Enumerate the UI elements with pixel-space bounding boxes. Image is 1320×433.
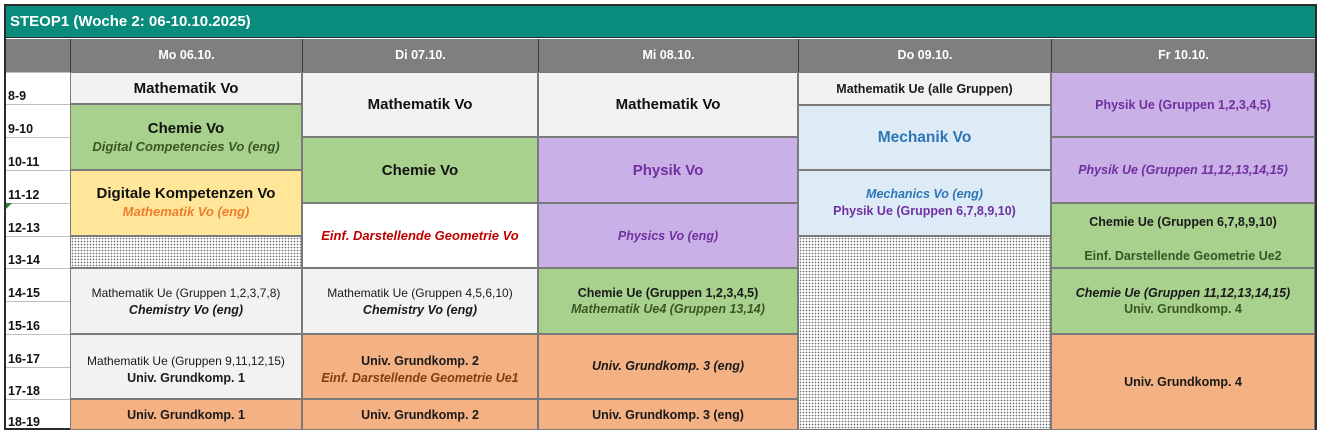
event-title: Einf. Darstellende Geometrie Vo — [321, 228, 519, 243]
event-title: Mathematik Ue (Gruppen 1,2,3,7,8) — [91, 285, 281, 300]
day-header-di: Di 07.10. — [302, 39, 538, 72]
event-do-mechanik-vo — [798, 105, 1051, 170]
event-title: Univ. Grundkomp. 3 (eng) — [591, 359, 745, 373]
time-label: 8-9 — [6, 72, 70, 104]
event-do-mechanics-vo — [798, 170, 1051, 236]
event-mi-physics-vo — [538, 203, 798, 268]
time-label: 13-14 — [6, 236, 70, 268]
event-mo-digitale-kompetenzen — [70, 170, 302, 236]
event-subtitle: Mathematik Vo (eng) — [122, 204, 250, 219]
event-title: Mechanik Vo — [877, 128, 972, 146]
blocked-slot — [798, 236, 1051, 430]
event-fr-univ-grundkomp — [1051, 334, 1315, 430]
event-title: Univ. Grundkomp. 2 — [361, 354, 479, 368]
event-subtitle: Digital Competencies Vo (eng) — [92, 139, 280, 154]
event-do-mathematik-ue — [798, 72, 1051, 105]
event-title: Physik Ue (Gruppen 11,12,13,14,15) — [1078, 163, 1288, 177]
time-label: 17-18 — [6, 367, 70, 399]
event-fr-physik-ue — [1051, 72, 1315, 137]
event-di-chemie-vo — [302, 137, 538, 203]
event-title: Physik Vo — [632, 161, 704, 179]
event-title: Chemie Vo — [147, 120, 225, 137]
event-title: Mathematik Ue (Gruppen 4,5,6,10) — [327, 285, 513, 300]
day-header-fr: Fr 10.10. — [1051, 39, 1315, 72]
event-fr-chemie-ue — [1051, 203, 1315, 268]
event-mo-univ-grundkomp — [70, 399, 302, 430]
event-title: Mathematik Vo — [367, 96, 473, 113]
event-title: Mathematik Vo — [133, 79, 239, 97]
event-mo-mathematik-vo — [70, 72, 302, 104]
event-mi-mathematik-vo — [538, 72, 798, 137]
header-corner — [6, 39, 70, 72]
time-label: 16-17 — [6, 334, 70, 367]
event-subtitle: Univ. Grundkomp. 1 — [127, 371, 245, 385]
event-di-einf-darstellende-geometrie — [302, 203, 538, 268]
event-title: Univ. Grundkomp. 3 (eng) — [592, 407, 744, 422]
event-title: Mechanics Vo (eng) — [866, 187, 983, 201]
day-header-mi: Mi 08.10. — [538, 39, 798, 72]
event-subtitle: Mathematik Ue4 (Gruppen 13,14) — [571, 302, 765, 316]
comment-marker — [6, 203, 12, 209]
event-subtitle: Physik Ue (Gruppen 6,7,8,9,10) — [833, 204, 1016, 218]
event-title: Mathematik Vo — [615, 96, 721, 113]
event-subtitle: Univ. Grundkomp. 4 — [1124, 302, 1242, 316]
event-subtitle: Einf. Darstellende Geometrie Ue2 — [1084, 249, 1282, 263]
day-header-mo: Mo 06.10. — [70, 39, 302, 72]
timetable-title: STEOP1 (Woche 2: 06-10.10.2025) — [6, 6, 1315, 38]
event-mo-chemie-vo — [70, 104, 302, 170]
event-subtitle: Chemistry Vo (eng) — [362, 302, 478, 317]
time-label: 12-13 — [6, 203, 70, 236]
event-subtitle: Einf. Darstellende Geometrie Ue1 — [321, 371, 519, 385]
event-mo-mathematik-ue — [70, 268, 302, 334]
event-title: Chemie Ue (Gruppen 1,2,3,4,5) — [577, 286, 759, 300]
event-title: Digitale Kompetenzen Vo — [96, 185, 276, 202]
event-title: Mathematik Ue (Gruppen 9,11,12,15) — [87, 354, 285, 368]
event-mi-physik-vo — [538, 137, 798, 203]
event-mi-chemie-ue — [538, 268, 798, 334]
event-title: Univ. Grundkomp. 4 — [1124, 375, 1242, 389]
event-mi-univ-grundkomp-2 — [538, 399, 798, 430]
event-subtitle: Chemistry Vo (eng) — [128, 302, 244, 317]
event-di-mathematik-vo — [302, 72, 538, 137]
time-label: 9-10 — [6, 104, 70, 137]
blocked-slot — [70, 236, 302, 268]
event-di-univ-grundkomp — [302, 334, 538, 399]
event-di-univ-grundkomp-2 — [302, 399, 538, 430]
event-title: Physics Vo (eng) — [617, 228, 719, 243]
event-mi-univ-grundkomp — [538, 334, 798, 399]
event-title: Physik Ue (Gruppen 1,2,3,4,5) — [1095, 97, 1271, 112]
event-mo-mathematik-ue-2 — [70, 334, 302, 399]
time-label: 11-12 — [6, 170, 70, 203]
time-label: 18-19 — [6, 399, 70, 430]
time-label: 15-16 — [6, 301, 70, 334]
event-title: Mathematik Ue (alle Gruppen) — [836, 81, 1013, 96]
event-title: Univ. Grundkomp. 2 — [361, 407, 479, 422]
event-fr-physik-ue-2 — [1051, 137, 1315, 203]
day-header-do: Do 09.10. — [798, 39, 1051, 72]
event-title: Chemie Ue (Gruppen 6,7,8,9,10) — [1089, 215, 1277, 229]
event-title: Chemie Vo — [381, 161, 459, 179]
time-label: 10-11 — [6, 137, 70, 170]
time-label: 14-15 — [6, 268, 70, 301]
event-di-mathematik-ue — [302, 268, 538, 334]
timetable — [4, 4, 1317, 430]
event-title: Univ. Grundkomp. 1 — [127, 407, 245, 422]
event-fr-chemie-ue-2 — [1051, 268, 1315, 334]
event-title: Chemie Ue (Gruppen 11,12,13,14,15) — [1075, 286, 1291, 300]
